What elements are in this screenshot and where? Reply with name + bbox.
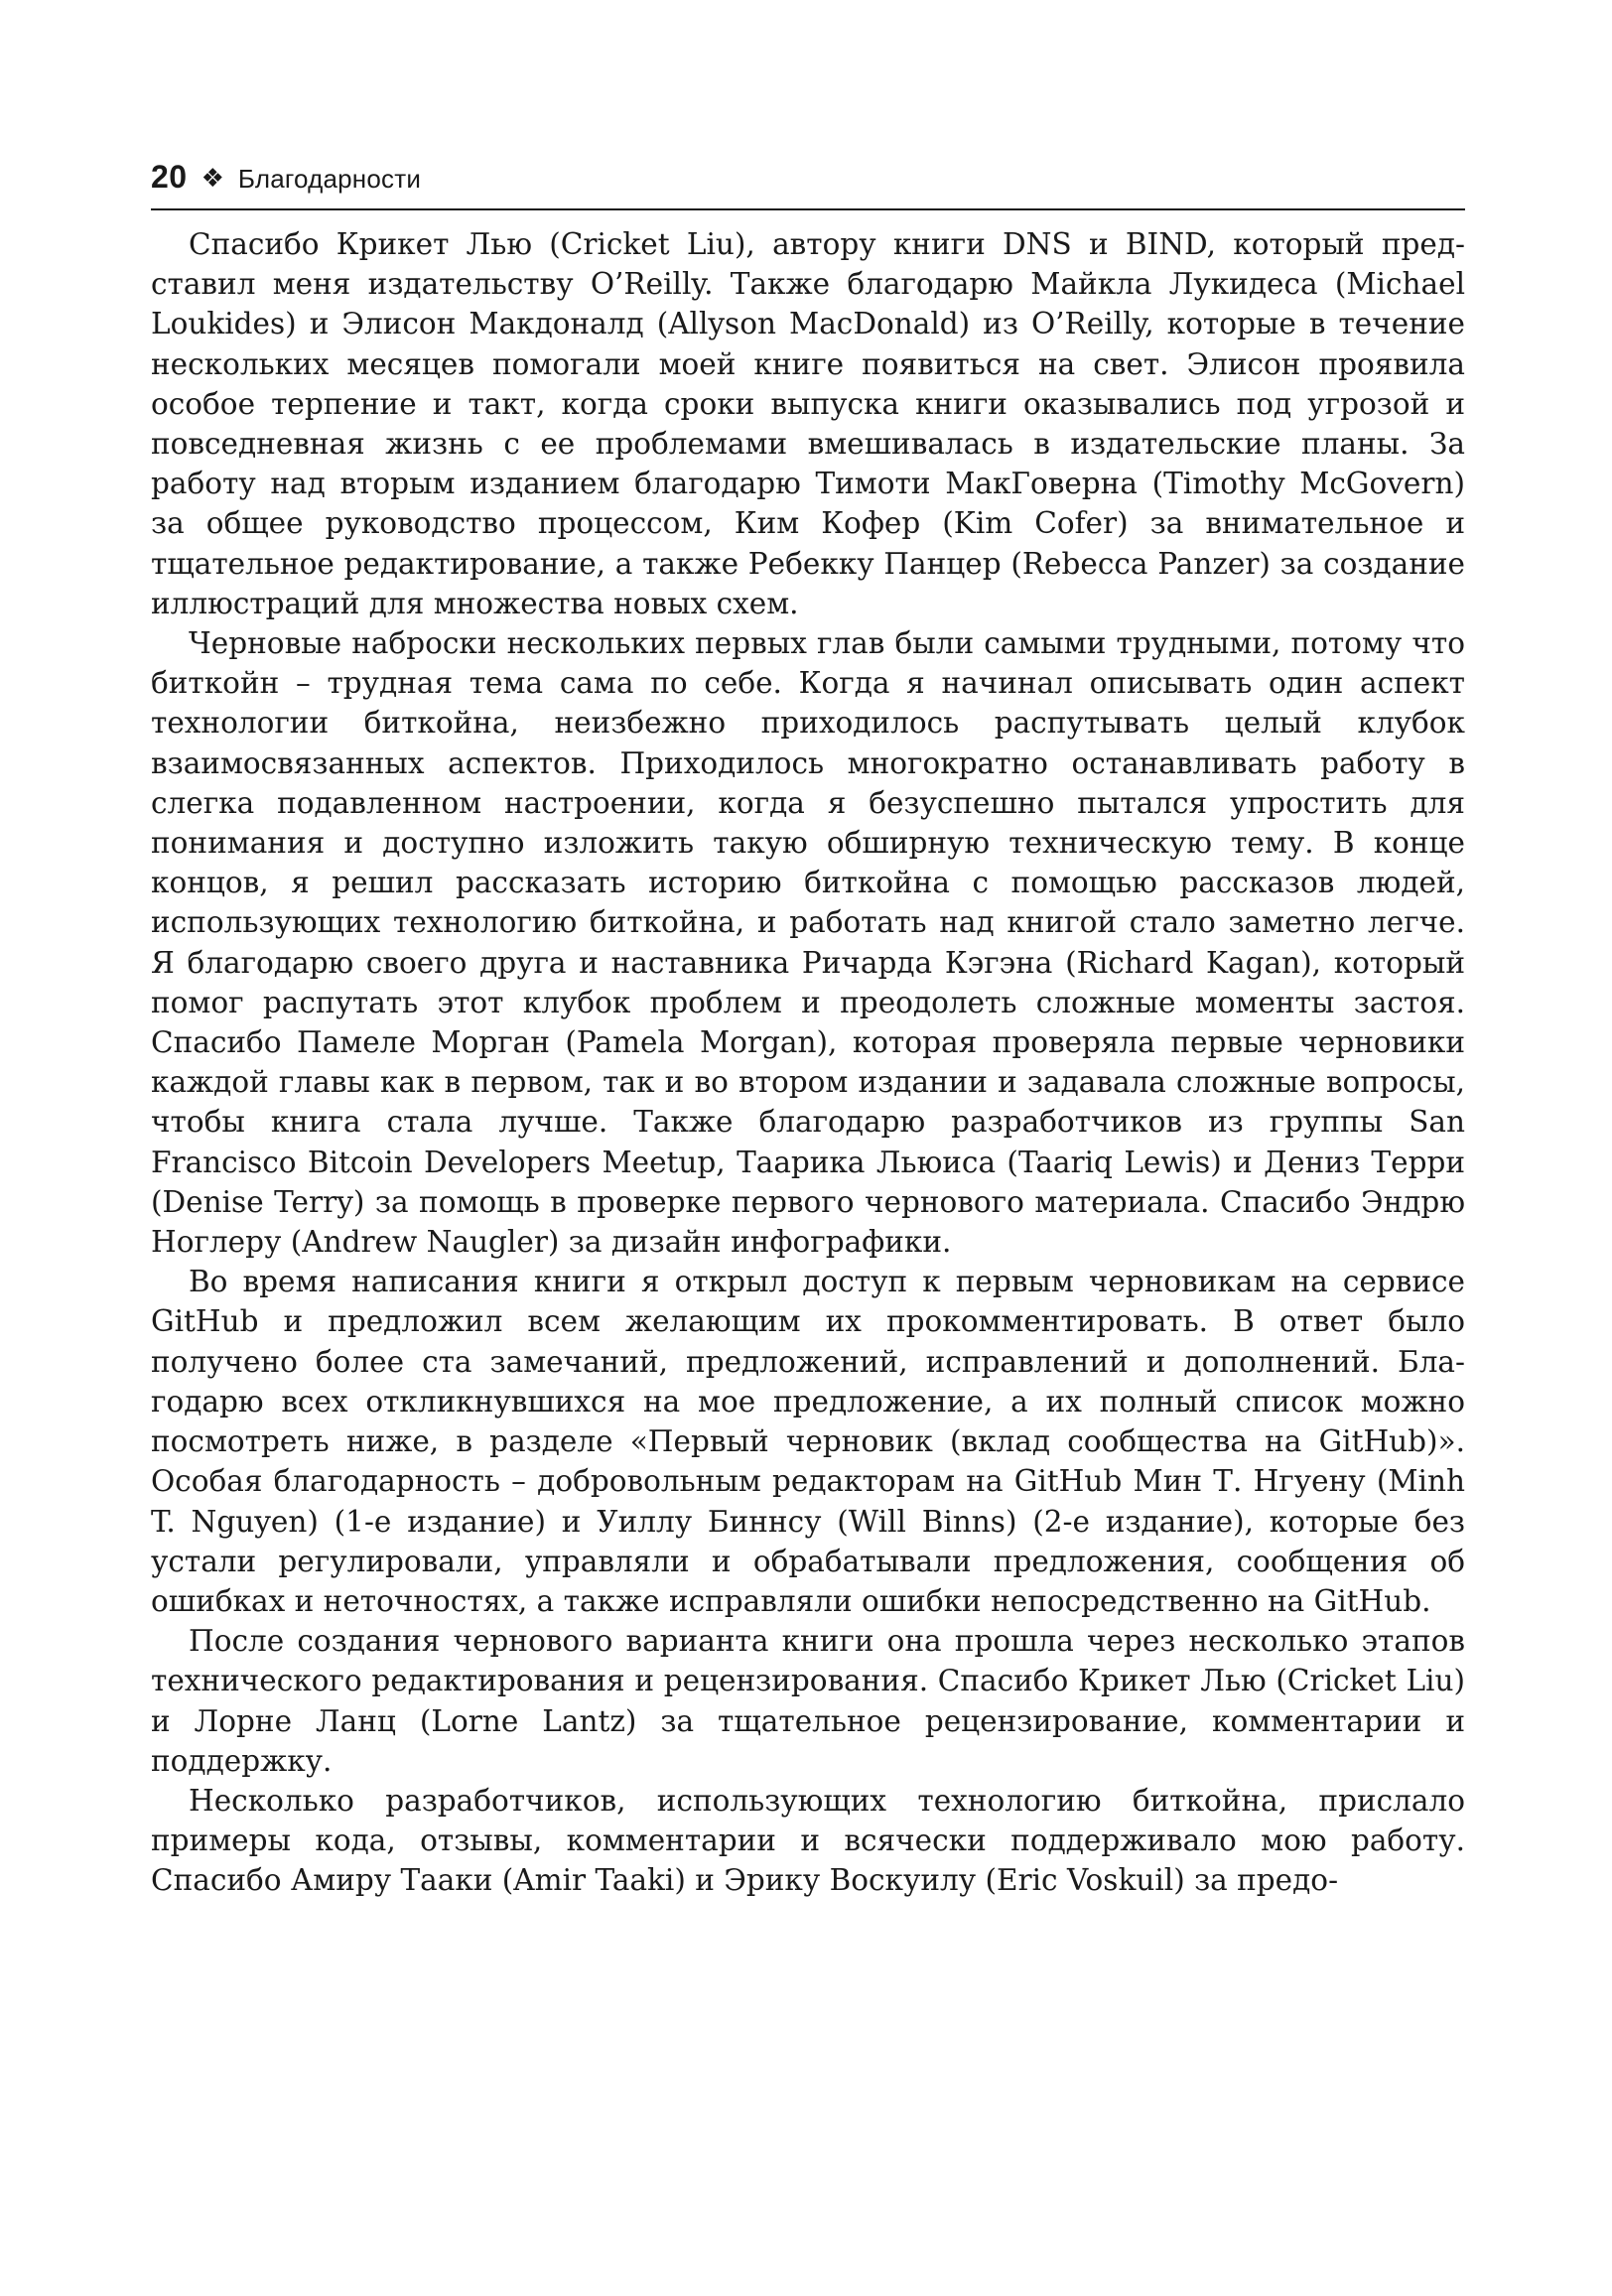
running-header [151,159,1465,210]
paragraph-2: Черновые наброски нескольких первых глав были самыми трудными, потому что биткойн – трудная тема сама по себе. Когда я начинал описывать один аспект технологии биткойна, неизбежно приходилось распутывать целый клубок взаимосвязанных аспектов. Приходилось многократно останавливать работу в слегка подавленном настроении, когда я безуспешно пытался упростить для понимания и доступно изложить такую обширную техническую тему. В конце концов, я решил рассказать историю биткойна с помощью рассказов людей, использующих технологию биткойна, и работать над книгой стало заметно легче. Я благодарю своего друга и наставника Ричарда Кэгэна (Richard Kagan), который помог распутать этот клубок проблем и преодолеть сложные моменты застоя. Спасибо Памеле Морган (Pamela Morgan), которая проверяла первые черновики каждой главы как в первом, так и во втором издании и задавала сложные вопросы, чтобы книга стала лучше. Также благодарю разработчиков из группы San Francisco Bitcoin Developers Meetup, Таарика Льюиса (Taariq Lewis) и Дениз Терри (Denise Terry) за помощь в проверке первого чернового материала. Спасибо Эндрю Ноглеру (Andrew Naugler) за дизайн инфографики. [151,626,1465,1260]
body-text [151,224,1465,1901]
page-number: 20 [151,159,188,195]
paragraph-1: Спасибо Крикет Лью (Cricket Liu), автору книги DNS и BIND, который представил меня издательству O’Reilly. Также благодарю Майкла Лукидеса (Michael Loukides) и Элисон Макдоналд (Allyson MacDonald) из O’Reilly, которые в течение нескольких месяцев помогали моей книге появиться на свет. Элисон проявила особое терпение и такт, когда сроки выпуска книги оказывались под угрозой и повседневная жизнь с ее проблемами вмешивалась в издательские планы. За работу над вторым изданием благодарю Тимоти МакГоверна (Timothy McGovern) за общее руководство процессом, Ким Кофер (Kim Cofer) за внимательное и тщательное редактирование, а также Ребекку Панцер (Rebecca Panzer) за создание иллюстраций для множества новых схем. [151,227,1465,620]
paragraph-3: Во время написания книги я открыл доступ к первым черновикам на сервисе GitHub и предложил всем желающим их прокомментировать. В ответ было получено более ста замечаний, предложений, исправлений и дополнений. Благодарю всех откликнувшихся на мое предложение, а их полный список можно посмотреть ниже, в разделе «Первый черновик (вклад сообщества на GitHub)». Особая благодарность – добровольным редакторам на GitHub Мин Т. Нгуену (Minh T. Nguyen) (1-е издание) и Уиллу Биннсу (Will Binns) (2-е издание), которые без устали регулировали, управляли и обрабатывали предложения, сообщения об ошибках и неточностях, а также исправляли ошибки непосредственно на GitHub. [151,1265,1465,1618]
paragraph-5: Несколько разработчиков, использующих технологию биткойна, прислало примеры кода, отзывы, комментарии и всячески поддерживало мою работу. Спасибо Амиру Тааки (Amir Taaki) и Эрику Воскуилу (Eric Voskuil) за предо- [151,1783,1465,1898]
section-title: Благодарности [237,164,422,194]
book-page [151,159,1465,1901]
diamond-ornament-icon: ❖ [201,164,224,194]
paragraph-4: После создания чернового варианта книги она прошла через несколько этапов технического редактирования и рецензирования. Спасибо Крикет Лью (Cricket Liu) и Лорне Ланц (Lorne Lantz) за тщательное рецензирование, комментарии и поддержку. [151,1624,1465,1778]
